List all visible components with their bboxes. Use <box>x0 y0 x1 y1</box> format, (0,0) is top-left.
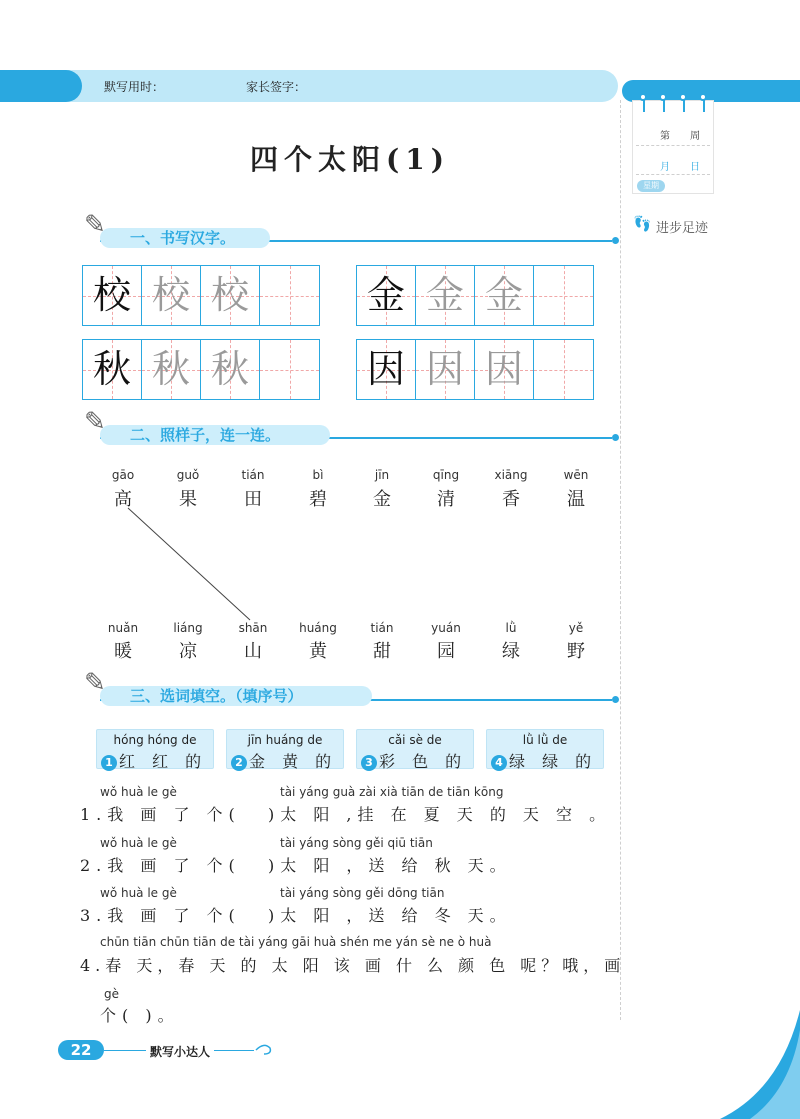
answer-blank-1[interactable] <box>212 800 268 822</box>
progress-label: 进步足迹 <box>656 221 709 236</box>
question-4-blank-line[interactable]: 个( )。 <box>100 1006 180 1025</box>
question-4-text: 4.春 天，春 天 的 太 阳 该 画 什 么 颜 色 呢？哦，画 <box>80 956 626 975</box>
grid-cell[interactable]: 因 <box>475 340 534 399</box>
question-pinyin: wǒ huà le gè <box>100 886 177 900</box>
match-char[interactable]: 野 <box>567 641 585 662</box>
grid-cell[interactable]: 校 <box>142 266 201 325</box>
question-pinyin: wǒ huà le gè <box>100 785 177 799</box>
match-char[interactable]: 清 <box>437 489 455 510</box>
question-pinyin: tài yáng sòng gěi qiū tiān <box>280 836 433 850</box>
option-number: 2 <box>231 755 247 771</box>
pinyin: qīng <box>432 468 460 482</box>
option-pinyin: cǎi sè de <box>388 733 442 747</box>
pinyin: gāo <box>111 468 135 482</box>
match-char[interactable]: 田 <box>244 489 262 510</box>
page-corner-decoration <box>720 1010 800 1119</box>
grid-cell[interactable]: 因 <box>357 340 416 399</box>
option-pinyin: jīn huáng de <box>247 733 323 747</box>
option-number: 4 <box>491 755 507 771</box>
match-char[interactable]: 黄 <box>309 641 327 662</box>
question-pinyin: tài yáng sòng gěi dōng tiān <box>280 886 445 900</box>
grid-cell[interactable]: 因 <box>416 340 475 399</box>
option-text: 3 彩 色 的 <box>361 749 467 772</box>
option-1[interactable] <box>96 729 214 769</box>
match-char[interactable]: 果 <box>179 489 197 510</box>
match-char[interactable]: 高 <box>114 489 132 510</box>
grid-cell[interactable]: 校 <box>83 266 142 325</box>
match-char[interactable]: 绿 <box>502 641 520 662</box>
pencil-icon: ✎ <box>84 407 106 437</box>
pinyin: nuǎn <box>107 621 139 635</box>
grid-cell[interactable]: 校 <box>201 266 260 325</box>
pinyin: xiāng <box>494 468 528 482</box>
option-number: 1 <box>101 755 117 771</box>
option-2[interactable] <box>226 729 344 769</box>
match-char[interactable]: 香 <box>502 489 520 510</box>
grid-cell[interactable]: 秋 <box>142 340 201 399</box>
option-4[interactable] <box>486 729 604 769</box>
pinyin: yuán <box>431 621 461 635</box>
grid-cell[interactable]: 金 <box>357 266 416 325</box>
option-pinyin: hóng hóng de <box>113 733 197 747</box>
question-pinyin: chūn tiān chūn tiān de tài yáng gāi huà shén me yán sè ne ò huà <box>100 935 492 949</box>
pinyin: guǒ <box>176 468 200 482</box>
page-number: 22 <box>58 1040 104 1060</box>
weekday-badge: 星期 <box>637 180 665 192</box>
pinyin: shān <box>238 621 268 635</box>
section3-heading: 三、选词填空。（填序号） <box>100 686 372 706</box>
footprint-icon: 👣︎ <box>632 214 653 233</box>
question-1-start: 1.我 画 了 个( <box>80 805 241 824</box>
pinyin: yě <box>568 621 584 635</box>
answer-blank-3[interactable] <box>212 901 268 923</box>
date-label: 月 日 <box>660 162 700 173</box>
match-char[interactable]: 碧 <box>309 489 327 510</box>
grid-cell[interactable]: 金 <box>475 266 534 325</box>
footer-label: 默写小达人 <box>146 1043 214 1060</box>
match-char[interactable]: 甜 <box>373 641 391 662</box>
week-label: 第 周 <box>660 131 700 142</box>
pinyin: liáng <box>173 621 203 635</box>
option-pinyin: lǜ lǜ de <box>522 733 568 747</box>
option-number: 3 <box>361 755 377 771</box>
match-char[interactable]: 暖 <box>114 641 132 662</box>
section-dot <box>612 696 619 703</box>
grid-cell[interactable]: 金 <box>416 266 475 325</box>
pinyin: huáng <box>299 621 337 635</box>
question-2-start: 2.我 画 了 个( <box>80 856 241 875</box>
question-2-end: )太 阳 ，送 给 秋 天。 <box>268 856 512 875</box>
question-3-start: 3.我 画 了 个( <box>80 906 241 925</box>
match-char[interactable]: 温 <box>567 489 585 510</box>
dictation-time-label: 默写用时： <box>104 80 165 94</box>
pinyin: tián <box>241 468 265 482</box>
question-3-end: )太 阳 ，送 给 冬 天。 <box>268 906 512 925</box>
pinyin: tián <box>370 621 394 635</box>
question-1-end: )太 阳 ,挂 在 夏 天 的 天 空 。 <box>268 805 612 824</box>
pencil-icon: ✎ <box>84 210 106 240</box>
match-char[interactable]: 山 <box>244 641 262 662</box>
grid-cell[interactable]: 秋 <box>83 340 142 399</box>
grid-cell[interactable]: 秋 <box>201 340 260 399</box>
option-text: 1 红 红 的 <box>101 749 207 772</box>
question-pinyin: tài yáng guà zài xià tiān de tiān kōng <box>280 785 504 799</box>
answer-blank-2[interactable] <box>212 851 268 873</box>
question-pinyin: gè <box>104 987 119 1001</box>
pinyin: lǜ <box>505 621 517 635</box>
section2-heading: 二、照样子，连一连。 <box>100 425 330 445</box>
section1-heading: 一、书写汉字。 <box>100 228 270 248</box>
pinyin: jīn <box>374 468 390 482</box>
option-text: 4 绿 绿 的 <box>491 749 597 772</box>
question-pinyin: wǒ huà le gè <box>100 836 177 850</box>
match-char[interactable]: 金 <box>373 489 391 510</box>
match-char[interactable]: 凉 <box>179 641 197 662</box>
page-title: 四个太阳(1) <box>250 143 450 176</box>
pinyin: wēn <box>563 468 589 482</box>
parent-signature-label: 家长签字： <box>246 80 307 94</box>
pencil-icon: ✎ <box>84 668 106 698</box>
pinyin: bì <box>312 468 324 482</box>
option-text: 2 金 黄 的 <box>231 749 337 772</box>
option-3[interactable] <box>356 729 474 769</box>
match-char[interactable]: 园 <box>437 641 455 662</box>
curl-icon <box>254 1042 274 1058</box>
